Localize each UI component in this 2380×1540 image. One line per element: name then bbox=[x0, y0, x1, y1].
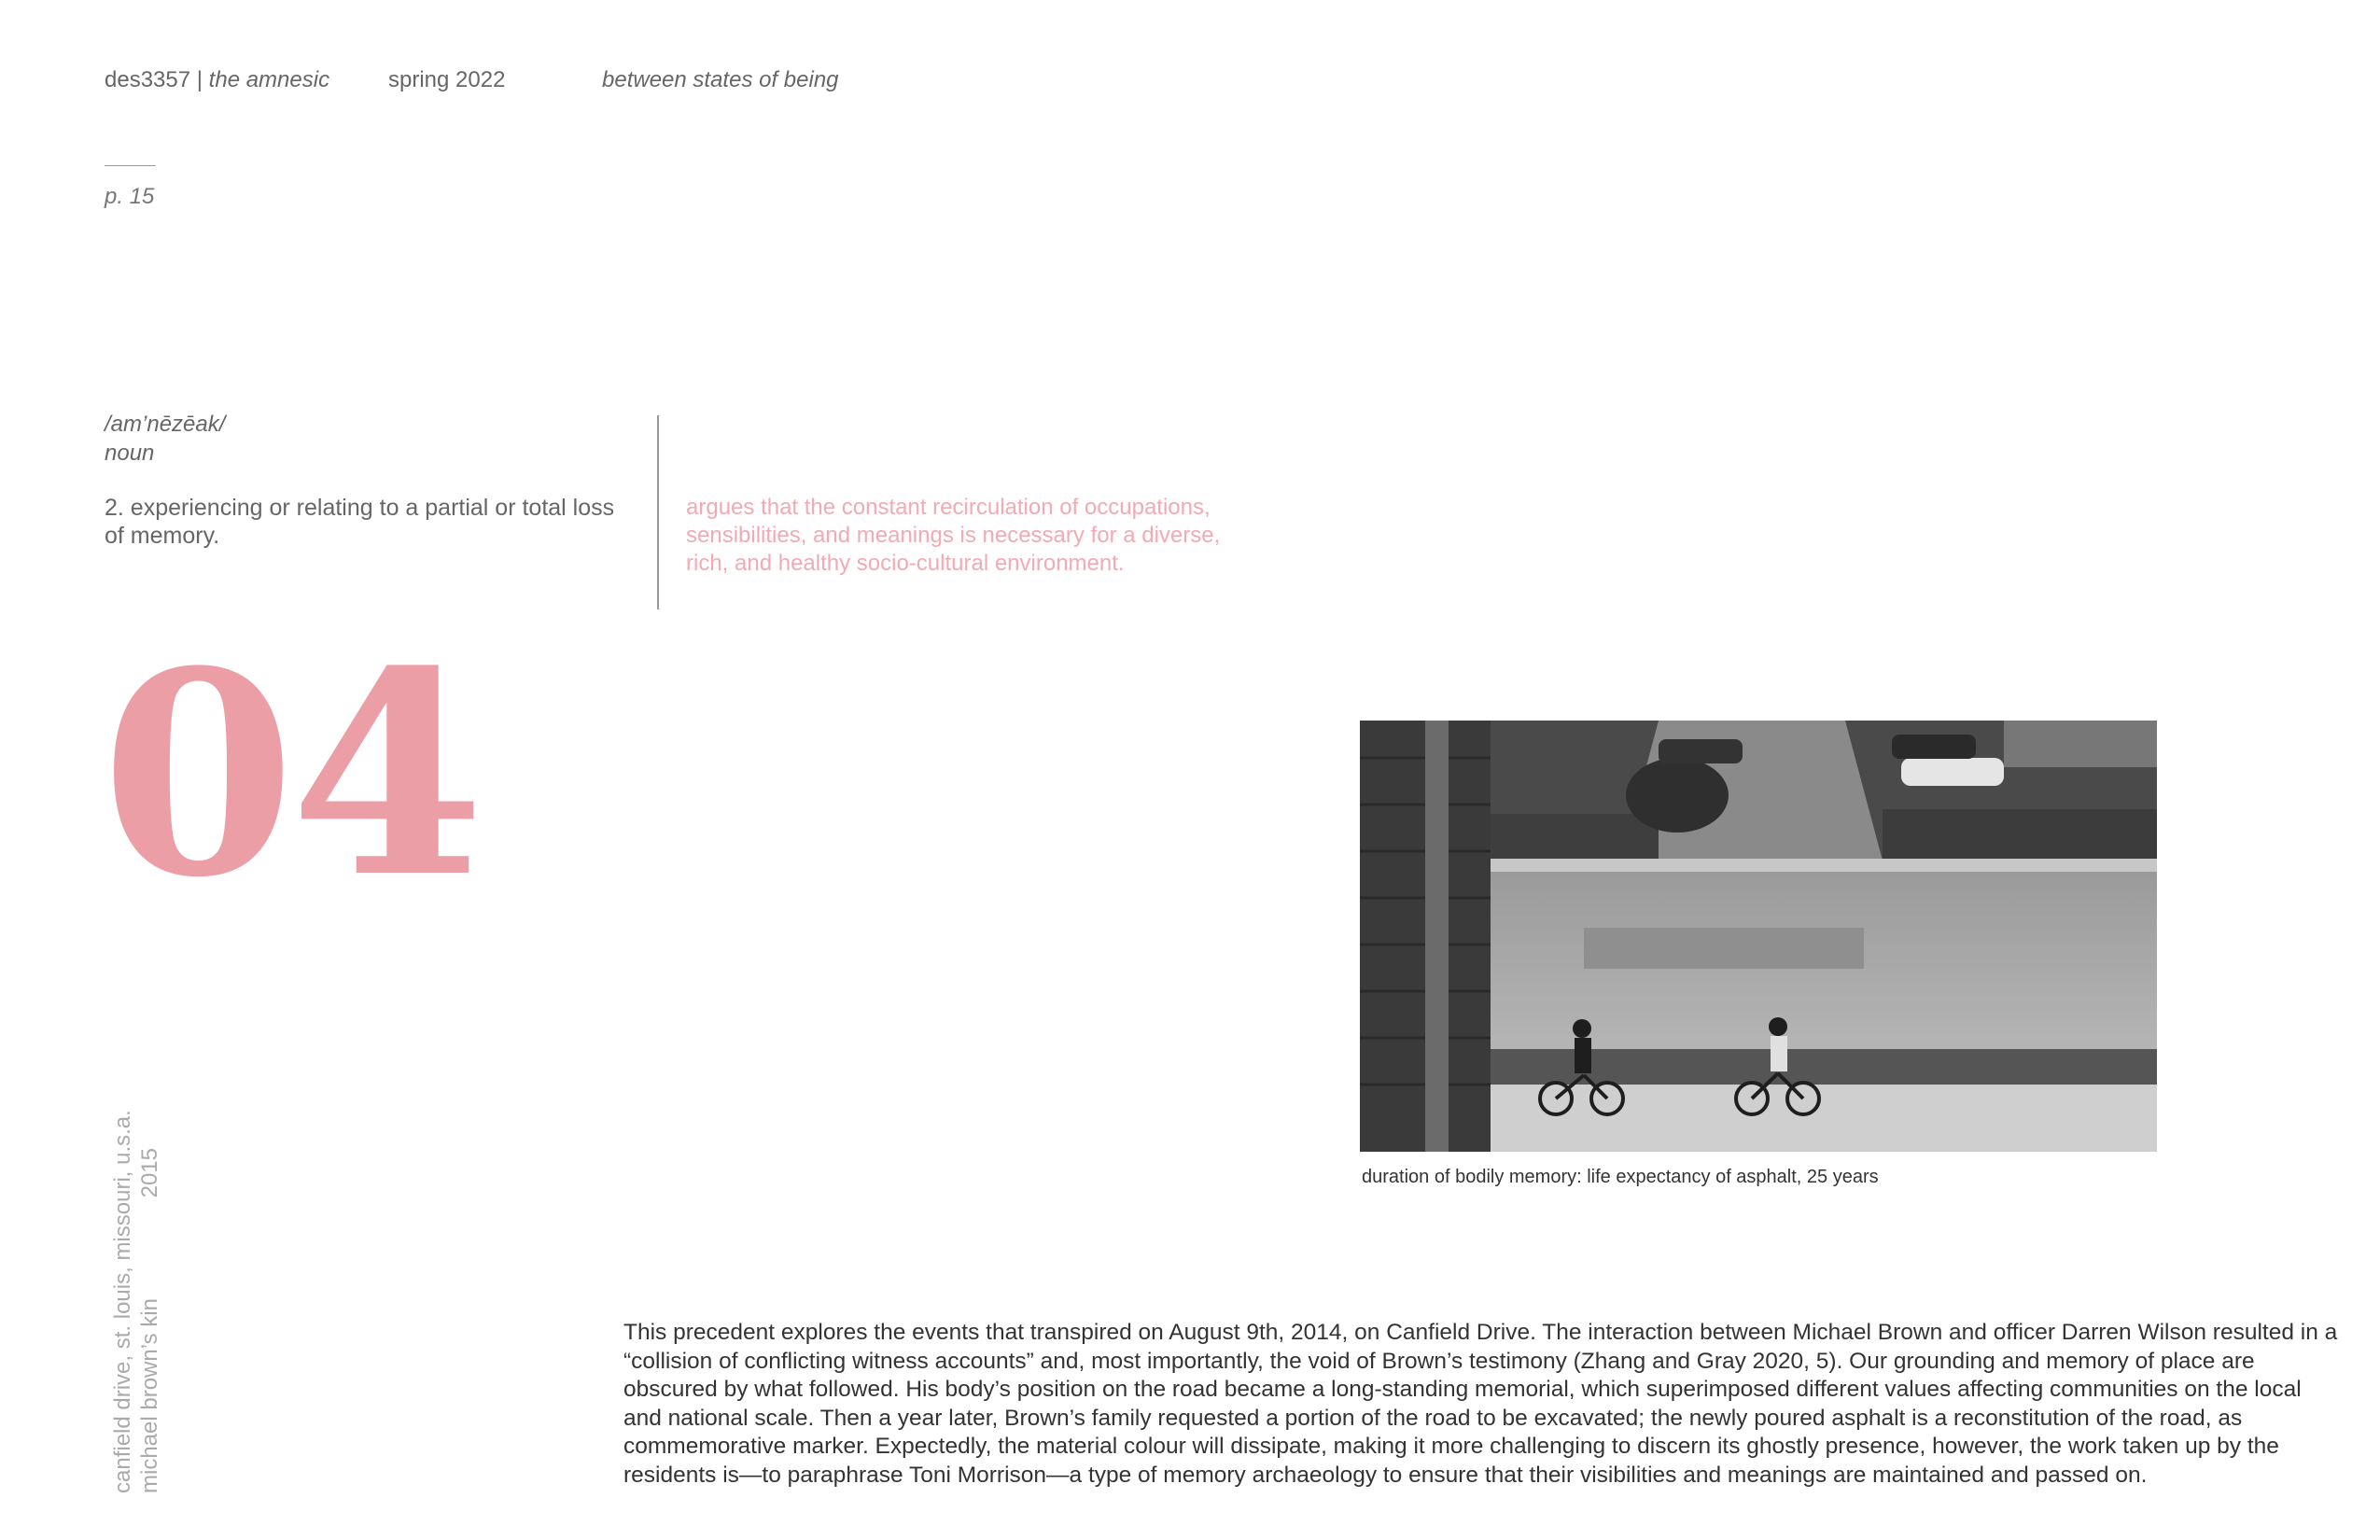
phonetic-spelling: /am’nēzēak/ bbox=[105, 412, 226, 437]
course-code: des3357 | bbox=[105, 67, 203, 92]
page-subtitle: between states of being bbox=[602, 67, 839, 92]
location-text bbox=[109, 1110, 163, 1493]
definition-text: 2. experiencing or relating to a partial or total loss of memory. bbox=[105, 495, 615, 549]
photo-caption: duration of bodily memory: life expectancy of asphalt, 25 years bbox=[1362, 1167, 1879, 1187]
vertical-divider bbox=[657, 415, 659, 609]
street-photo bbox=[1360, 721, 2157, 1152]
course-label bbox=[105, 67, 329, 93]
pull-quote: argues that the constant recirculation of occupations, sensibilities, and meanings is necessary for a diverse, rich, and healthy socio-cultural environment. bbox=[686, 495, 1221, 576]
body-paragraph: This precedent explores the events that transpired on August 9th, 2014, on Canfield Drive. The interaction between Michael Brown and officer Darren Wilson resulted in a “collision of conflicting witness accounts” and, most importantly, the void of Brown’s testimony (Zhang and Gray 2020, 5). Our grounding and memory of place are obscured by what followed. His body’s position on the road became a long-standing memorial, which superimposed different values affecting communities on the local and national scale. Then a year later, Brown’s family requested a portion of the road to be excavated; the newly poured asphalt is a reconstitution of the road, as commemorative marker. Expectedly, the material colour will dissipate, making it more challenging to discern its ghostly presence, however, the work taken up by the residents is—to paraphrase Toni Morrison—a type of memory archaeology to ensure that their visibilities and meanings are maintained and passed on. bbox=[623, 1320, 2338, 1488]
course-title: the amnesic bbox=[208, 67, 330, 92]
location-year: 2015 bbox=[137, 1148, 162, 1198]
location-sidebar bbox=[109, 1110, 165, 1493]
part-of-speech: noun bbox=[105, 441, 155, 466]
location-line-1: canfield drive, st. louis, missouri, u.s.a. bbox=[110, 1110, 135, 1493]
street-photo-image bbox=[1360, 721, 2157, 1152]
divider-rule bbox=[105, 165, 156, 166]
section-number: 04 bbox=[101, 609, 480, 939]
term-label: spring 2022 bbox=[388, 67, 506, 92]
location-subject: michael brown’s kin bbox=[137, 1298, 162, 1493]
page-number: p. 15 bbox=[105, 184, 155, 209]
location-line-2 bbox=[136, 1148, 163, 1493]
